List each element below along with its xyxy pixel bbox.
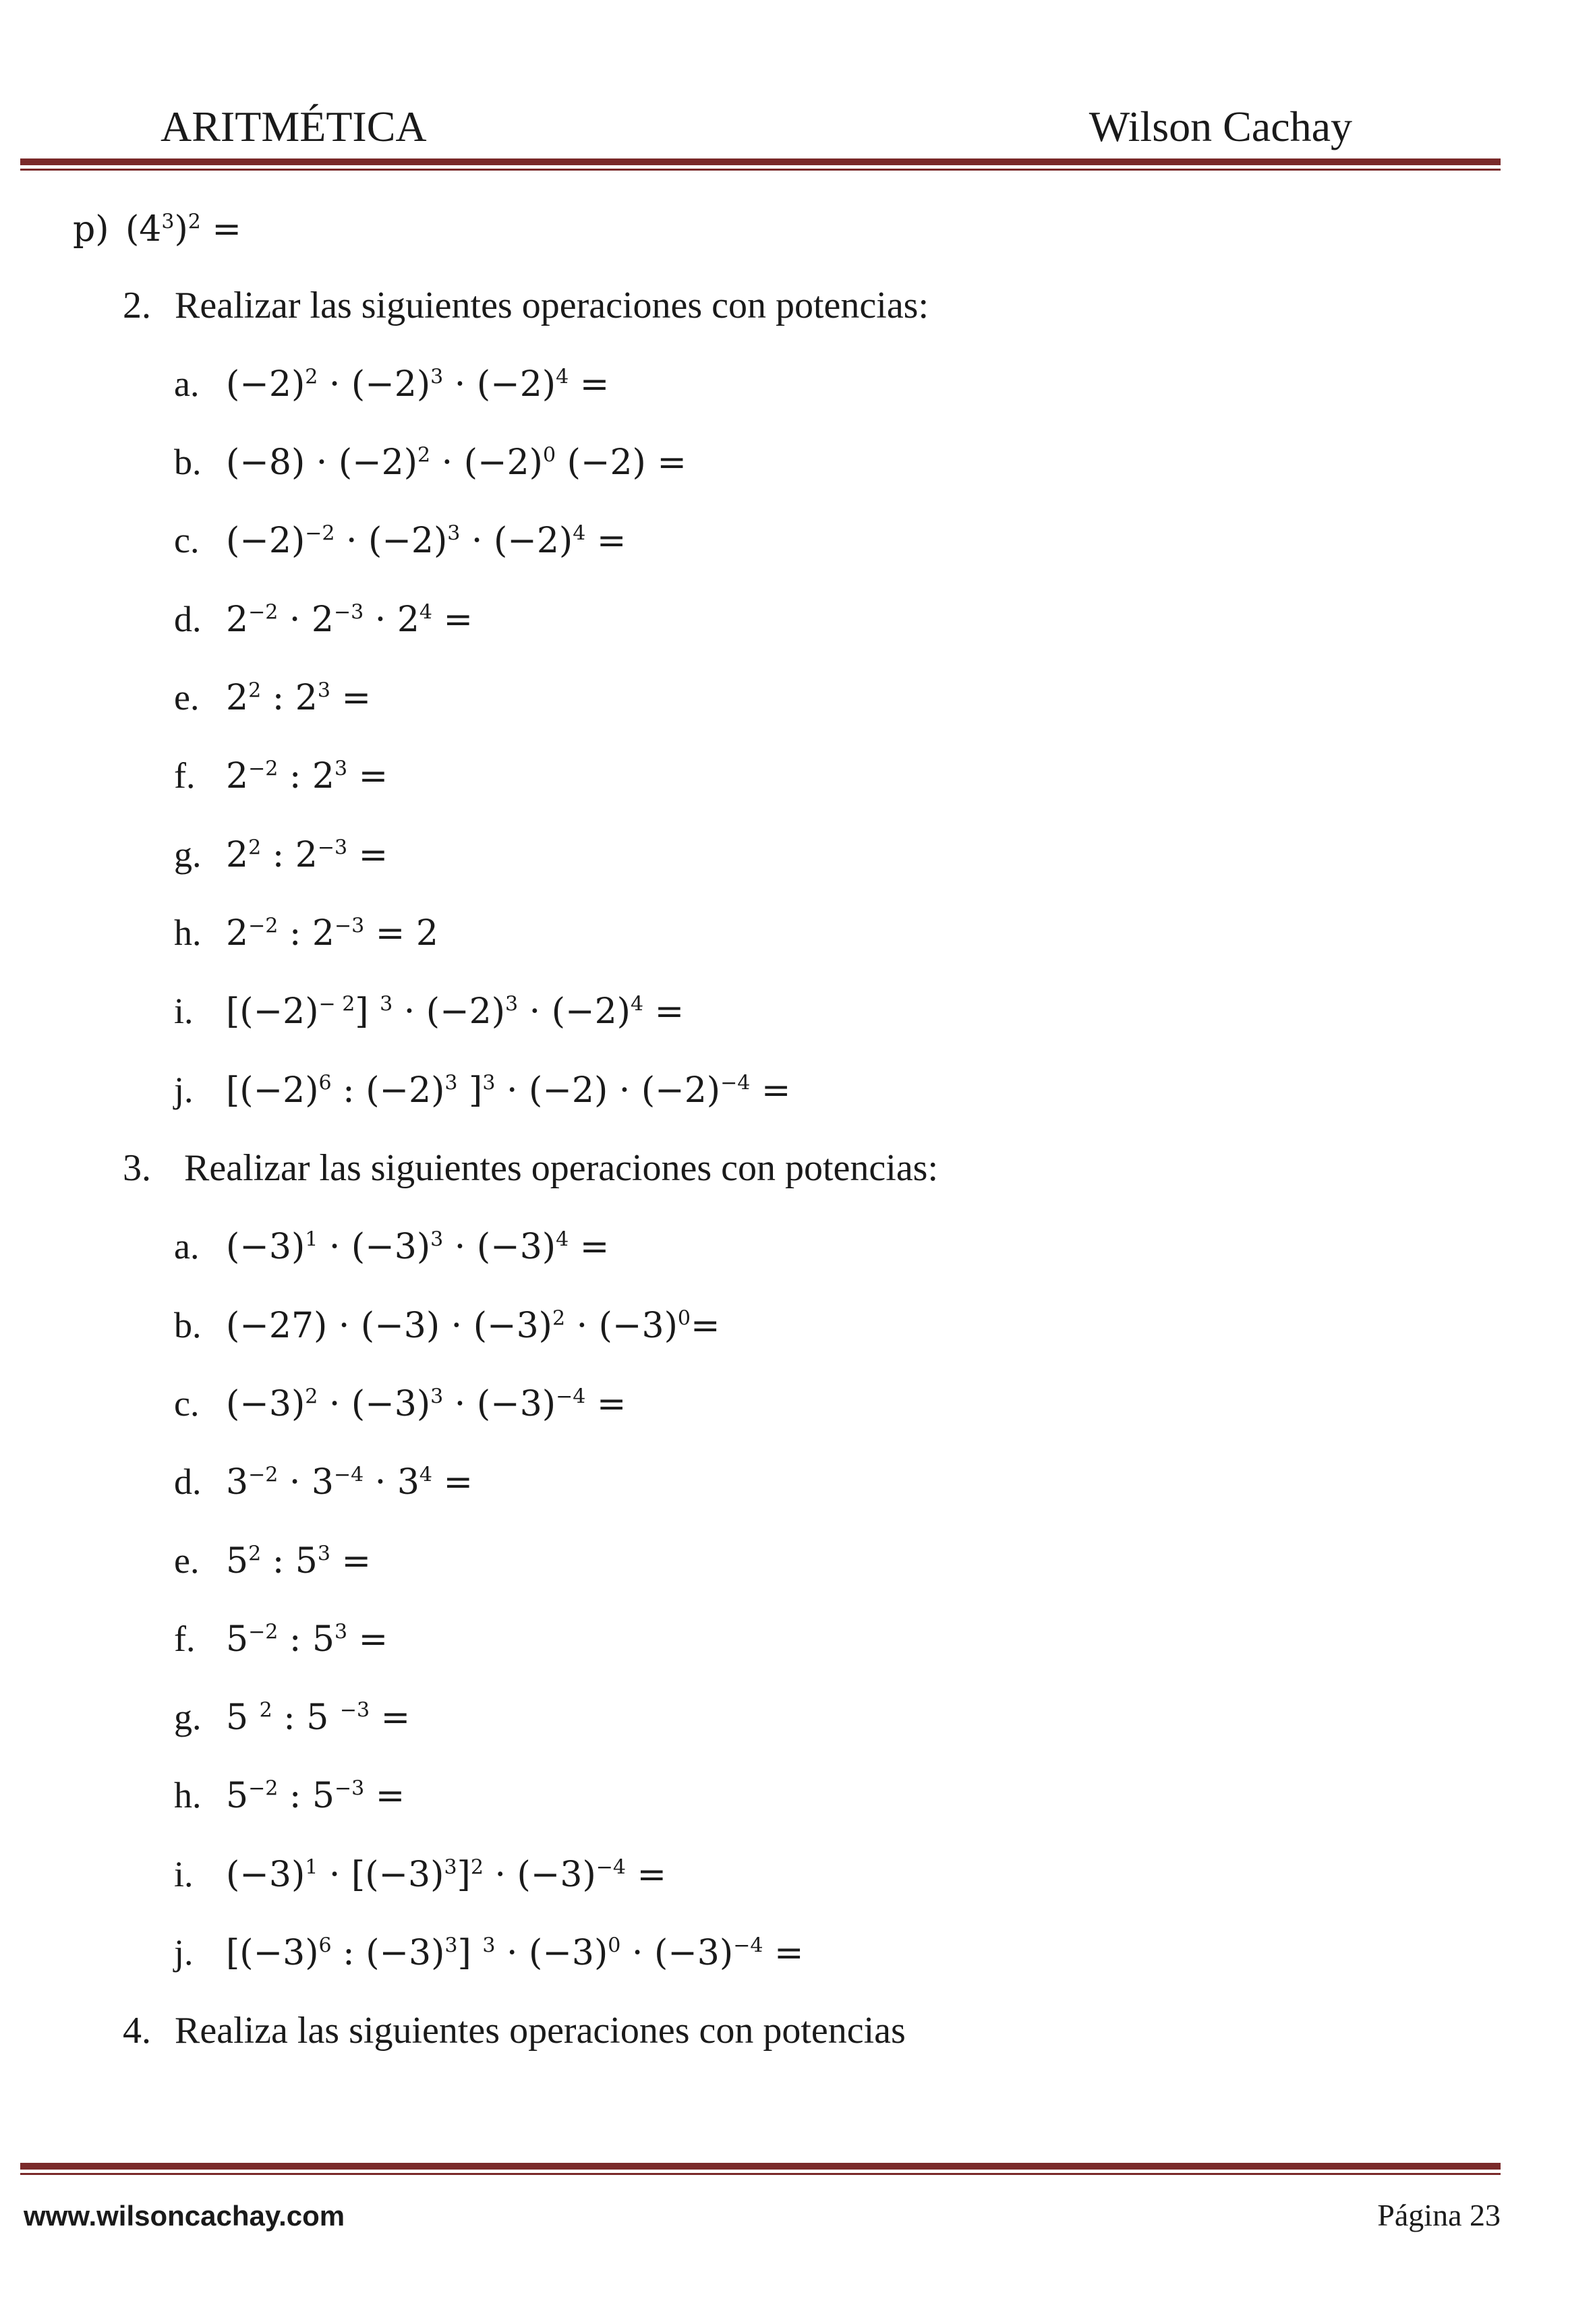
- item-marker: f.: [174, 1619, 196, 1659]
- item-marker: d.: [174, 1461, 202, 1502]
- expression-part: : 5: [261, 1541, 318, 1581]
- item-expression: [226, 1227, 609, 1267]
- exercise-item: [174, 517, 626, 564]
- exercise-item: [174, 1302, 720, 1349]
- exponent: 4: [556, 1227, 569, 1252]
- item-expression: [226, 1462, 473, 1503]
- expression-part: 2: [226, 600, 249, 640]
- exercise-item: [174, 438, 687, 486]
- expression-part: =: [585, 521, 627, 561]
- expression-part: · (−3): [318, 1227, 431, 1267]
- item-expression: [226, 1384, 626, 1424]
- exponent: 2: [305, 365, 318, 389]
- exponent: −2: [248, 757, 279, 781]
- exponent: 0: [542, 443, 556, 467]
- expression-part: 5: [226, 1697, 260, 1738]
- item-expression: [226, 1619, 388, 1660]
- expression-part: (−27) · (−3) · (−3): [226, 1306, 552, 1346]
- expression-part: ]: [457, 1933, 483, 1973]
- exponent: 4: [630, 992, 644, 1016]
- exponent: 3: [335, 1620, 348, 1644]
- expression-part: ]: [355, 991, 380, 1032]
- expression-part: : 2: [261, 678, 318, 718]
- item-expression: [226, 1306, 720, 1346]
- expression-part: =: [750, 1070, 791, 1111]
- expression-part: · (−2) · (−2): [495, 1070, 721, 1111]
- header-rule: [20, 158, 1501, 171]
- exponent: 3: [444, 1071, 458, 1095]
- exponent: −3: [339, 1698, 370, 1722]
- exponent: 3: [482, 1934, 496, 1958]
- expression-part: 3: [226, 1462, 249, 1503]
- exponent: 3: [430, 1227, 444, 1252]
- item-expression: [125, 209, 241, 250]
- exponent: 4: [556, 365, 569, 389]
- section-2-heading: [123, 282, 929, 329]
- item-expression: [226, 1541, 371, 1581]
- exercise-item: [174, 1615, 388, 1663]
- expression-part: (−2) =: [556, 442, 687, 483]
- expression-part: · (−3): [495, 1933, 608, 1973]
- exercise-item: [174, 360, 609, 408]
- expression-part: · (−3): [620, 1933, 734, 1973]
- section-title: Realizar las siguientes operaciones con potencias:: [175, 285, 929, 326]
- exponent: 3: [335, 757, 348, 781]
- exponent: 3: [444, 1934, 458, 1958]
- exponent: 6: [318, 1934, 332, 1958]
- item-expression: [226, 364, 609, 405]
- section-3-heading: [123, 1144, 938, 1192]
- exponent: 1: [305, 1855, 318, 1880]
- expression-part: =: [330, 1541, 372, 1581]
- expression-part: (−3): [226, 1384, 306, 1424]
- expression-part: =: [347, 835, 388, 875]
- item-marker: b.: [174, 1305, 202, 1345]
- exercise-item: [174, 1537, 371, 1585]
- expression-part: : 2: [278, 756, 335, 796]
- item-marker: j.: [174, 1932, 194, 1973]
- item-expression: [226, 1776, 405, 1816]
- footer-website-link[interactable]: www.wilsoncachay.com: [24, 2200, 345, 2232]
- exponent: −3: [317, 836, 348, 860]
- item-marker: g.: [174, 834, 202, 875]
- item-marker: e.: [174, 1540, 200, 1581]
- exercise-item: [174, 1772, 405, 1820]
- section-4-heading: [123, 2007, 906, 2054]
- expression-part: 2: [226, 756, 249, 796]
- exponent: −4: [334, 1463, 364, 1487]
- exponent: −3: [334, 600, 364, 624]
- expression-part: [(−2): [226, 991, 319, 1032]
- exponent: 2: [248, 678, 262, 703]
- section-number: 3.: [123, 1147, 151, 1189]
- expression-part: · (−2): [335, 521, 448, 561]
- item-marker: h.: [174, 912, 202, 953]
- expression-part: : 5: [272, 1697, 340, 1738]
- exponent: 2: [248, 1542, 262, 1566]
- expression-part: (4: [125, 209, 162, 250]
- exponent: 3: [430, 1385, 444, 1409]
- item-marker: p): [73, 209, 109, 250]
- exponent: 4: [419, 1463, 432, 1487]
- expression-part: · (−2): [318, 364, 431, 405]
- section-title: Realizar las siguientes operaciones con potencias:: [175, 1147, 939, 1189]
- footer-page-number: Página 23: [1377, 2198, 1501, 2232]
- header-author: Wilson Cachay: [1089, 103, 1352, 150]
- exponent: 3: [317, 1542, 330, 1566]
- expression-part: 2: [226, 913, 249, 954]
- exercise-item: [174, 1851, 666, 1898]
- expression-part: · 2: [364, 600, 419, 640]
- expression-part: · (−3): [565, 1306, 678, 1346]
- expression-part: · (−2): [443, 364, 556, 405]
- item-marker: c.: [174, 1383, 200, 1424]
- section-title: Realiza las siguientes operaciones con potencias: [175, 2010, 906, 2052]
- expression-part: · (−2): [460, 521, 573, 561]
- expression-part: =: [432, 600, 473, 640]
- expression-part: · (−2): [518, 991, 631, 1032]
- expression-part: · (−3): [443, 1384, 556, 1424]
- exercise-item-p: [73, 206, 241, 253]
- exponent: 3: [505, 992, 519, 1016]
- expression-part: =: [347, 756, 388, 796]
- exponent: −2: [248, 1620, 279, 1644]
- exponent: −4: [720, 1071, 751, 1095]
- exercise-item: [174, 1458, 473, 1506]
- header-title: ARITMÉTICA: [161, 103, 427, 150]
- exponent: 0: [608, 1934, 621, 1958]
- exponent: 2: [248, 836, 262, 860]
- exponent: 2: [552, 1306, 566, 1331]
- expression-part: · 2: [278, 600, 334, 640]
- expression-part: =: [569, 364, 610, 405]
- exercise-item: [174, 1066, 790, 1114]
- expression-part: · 3: [278, 1462, 334, 1503]
- exponent: −3: [335, 914, 365, 938]
- exponent: −2: [305, 521, 335, 546]
- expression-part: : 2: [261, 835, 318, 875]
- item-expression: [226, 678, 371, 718]
- expression-part: [(−2): [226, 1070, 319, 1111]
- expression-part: (−2): [226, 521, 306, 561]
- item-expression: [226, 600, 473, 640]
- exercise-item: [174, 831, 388, 879]
- expression-part: : 5: [278, 1776, 335, 1816]
- expression-part: =: [569, 1227, 610, 1267]
- expression-part: 5: [226, 1541, 249, 1581]
- exponent: 3: [447, 521, 461, 546]
- exercise-item: [174, 1693, 410, 1741]
- expression-part: =: [643, 991, 685, 1032]
- expression-part: ]: [457, 1070, 483, 1111]
- expression-part: · (−3): [483, 1855, 596, 1895]
- exponent: 2: [470, 1855, 484, 1880]
- item-marker: f.: [174, 755, 196, 796]
- expression-part: =: [585, 1384, 627, 1424]
- exponent: −3: [335, 1776, 365, 1801]
- exponent: − 2: [318, 992, 355, 1016]
- item-expression: [226, 1933, 804, 1973]
- exponent: 3: [430, 365, 444, 389]
- expression-part: · 3: [364, 1462, 419, 1503]
- exercise-item: [174, 674, 371, 722]
- expression-part: [(−3): [226, 1933, 319, 1973]
- expression-part: (−2): [226, 364, 306, 405]
- expression-part: 2: [226, 835, 249, 875]
- expression-part: : 2: [278, 913, 335, 954]
- item-marker: i.: [174, 1854, 194, 1894]
- exponent: 2: [259, 1698, 272, 1722]
- item-expression: [226, 521, 626, 561]
- item-expression: [226, 756, 388, 796]
- expression-part: : (−3): [331, 1933, 445, 1973]
- expression-part: · (−3): [318, 1384, 431, 1424]
- exercise-item: [174, 1929, 804, 1977]
- expression-part: ]: [457, 1855, 471, 1895]
- exponent: 1: [305, 1227, 318, 1252]
- exercise-item: [174, 752, 388, 800]
- expression-part: 5: [226, 1619, 249, 1660]
- expression-part: (−3): [226, 1855, 306, 1895]
- footer-rule: [20, 2163, 1501, 2175]
- exponent: 2: [187, 210, 201, 234]
- item-expression: [226, 1855, 666, 1895]
- item-marker: j.: [174, 1070, 194, 1110]
- exercise-item: [174, 1380, 626, 1428]
- expression-part: =: [432, 1462, 473, 1503]
- exercise-item: [174, 595, 473, 643]
- item-expression: [226, 913, 438, 954]
- item-marker: a.: [174, 1226, 200, 1267]
- exponent: 3: [380, 992, 393, 1016]
- exponent: 4: [419, 600, 432, 624]
- section-number: 2.: [123, 285, 151, 326]
- exponent: −2: [248, 1463, 279, 1487]
- exponent: −4: [596, 1855, 626, 1880]
- expression-part: : (−2): [331, 1070, 445, 1111]
- exponent: −4: [733, 1934, 763, 1958]
- item-marker: h.: [174, 1775, 202, 1815]
- item-expression: [226, 1697, 410, 1738]
- exponent: 2: [417, 443, 431, 467]
- exponent: 4: [573, 521, 586, 546]
- item-marker: b.: [174, 442, 202, 482]
- exponent: 3: [444, 1855, 457, 1880]
- exponent: 3: [317, 678, 330, 703]
- expression-part: =: [625, 1855, 667, 1895]
- exponent: −2: [248, 600, 279, 624]
- item-marker: a.: [174, 364, 200, 404]
- expression-part: = 2: [364, 913, 438, 954]
- expression-part: =: [200, 209, 241, 250]
- expression-part: (−8) · (−2): [226, 442, 418, 483]
- item-marker: d.: [174, 599, 202, 639]
- exponent: −2: [248, 914, 279, 938]
- exponent: −2: [248, 1776, 279, 1801]
- exponent: 3: [161, 210, 175, 234]
- expression-part: =: [690, 1306, 720, 1346]
- expression-part: 2: [226, 678, 249, 718]
- item-marker: g.: [174, 1697, 202, 1737]
- exercise-item: [174, 987, 684, 1035]
- exponent: 3: [482, 1071, 496, 1095]
- exponent: 6: [318, 1071, 332, 1095]
- expression-part: · (−3): [443, 1227, 556, 1267]
- expression-part: · (−2): [393, 991, 506, 1032]
- expression-part: =: [330, 678, 372, 718]
- expression-part: =: [347, 1619, 388, 1660]
- item-marker: c.: [174, 520, 200, 560]
- exponent: 2: [305, 1385, 318, 1409]
- item-expression: [226, 1070, 790, 1111]
- expression-part: (−3): [226, 1227, 306, 1267]
- exponent: 0: [677, 1306, 691, 1331]
- exponent: −4: [556, 1385, 586, 1409]
- expression-part: =: [763, 1933, 804, 1973]
- item-marker: e.: [174, 677, 200, 718]
- exercise-item: [174, 909, 438, 957]
- expression-part: =: [370, 1697, 411, 1738]
- exercise-item: [174, 1223, 609, 1271]
- expression-part: ): [174, 209, 188, 250]
- item-marker: i.: [174, 991, 194, 1031]
- item-expression: [226, 442, 687, 483]
- item-expression: [226, 835, 388, 875]
- expression-part: · (−2): [430, 442, 543, 483]
- item-expression: [226, 991, 684, 1032]
- expression-part: 5: [226, 1776, 249, 1816]
- expression-part: =: [364, 1776, 405, 1816]
- section-number: 4.: [123, 2010, 151, 2052]
- expression-part: · [(−3): [318, 1855, 444, 1895]
- expression-part: : 5: [278, 1619, 335, 1660]
